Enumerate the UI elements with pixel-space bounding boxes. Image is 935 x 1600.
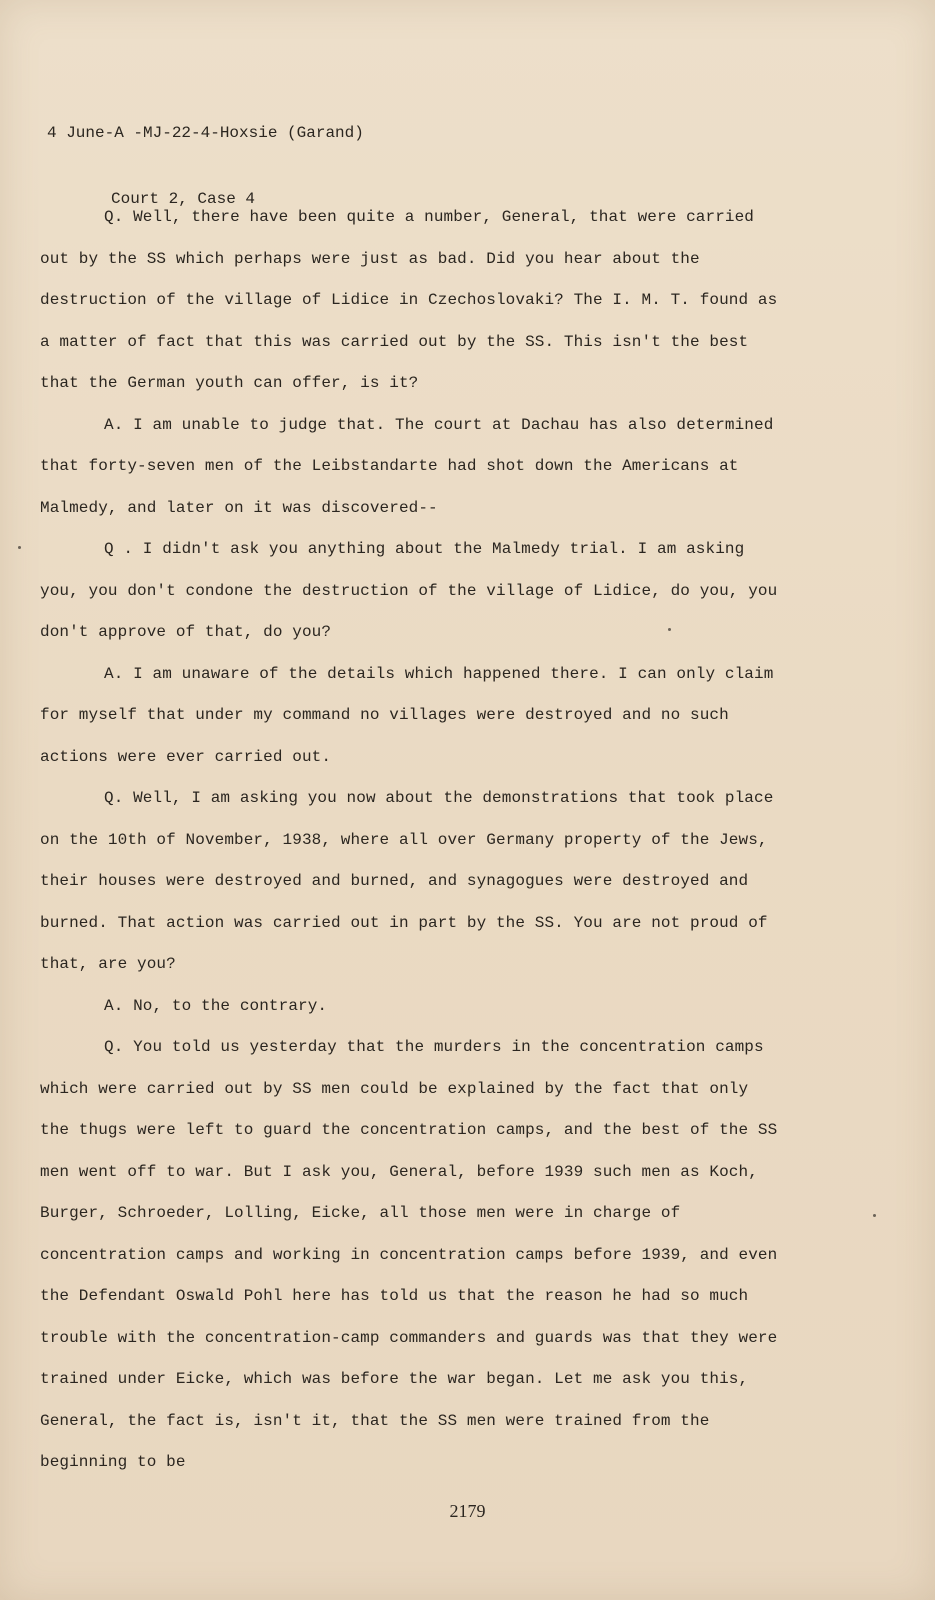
transcript-paragraph: Q . I didn't ask you anything about the Malmedy trial. I am asking you, you don't condone the destruction of the village of Lidice, do you, you don't approve of that, do you? [40,540,778,641]
transcript-body [40,197,780,1484]
paper-speck [668,628,671,631]
transcript-paragraph: A. I am unable to judge that. The court at Dachau has also determined that forty-seven men of the Leibstandarte had shot down the Americans at Malmedy, and later on it was discovered-- [40,415,774,517]
transcript-paragraph: A. No, to the contrary. [104,996,328,1015]
paper-speck [18,546,21,549]
transcript-paragraph: Q. You told us yesterday that the murders in the concentration camps which were carried out by SS men could be explained by the fact that only the thugs were left to guard the concentration camps, and the best of the SS men went off to war. But I ask you, General, before 1939 such men as Koch, Burger, Schroeder, Lolling, Eicke, all those men were in charge of concentration camps and working in concentration camps before 1939, and even the Defendant Oswald Pohl here has told us that the reason he had so much trouble with the concentration-camp commanders and guards was that they were trained under Eicke, which was before the war began. Let me ask you this, General, the fact is, isn't it, that the SS men were trained from the beginning to be [40,1038,778,1471]
header-line-2: Court 2, Case 4 [111,190,256,208]
header-line-1: 4 June-A -MJ-22-4-Hoxsie (Garand) [47,124,364,142]
transcript-paragraph: Q. Well, there have been quite a number, General, that were carried out by the SS which perhaps were just as bad. Did you hear about the destruction of the village of Lidice in Czechoslovaki? The I. M. T. found as a matter of fact that this was carried out by the SS. This isn't the best that the German youth can offer, is it? [40,208,778,392]
transcript-paragraph: A. I am unaware of the details which happened there. I can only claim for myself that under my command no villages were destroyed and no such actions were ever carried out. [40,664,774,766]
page-number: 2179 [449,1501,486,1521]
paper-speck [873,1214,876,1217]
transcript-paragraph: Q. Well, I am asking you now about the demonstrations that took place on the 10th of November, 1938, where all over Germany property of the Jews, their houses were destroyed and burned, and synagogues were destroyed and burned. That action was carried out in part by the SS. You are not proud of that, are you? [40,789,774,973]
